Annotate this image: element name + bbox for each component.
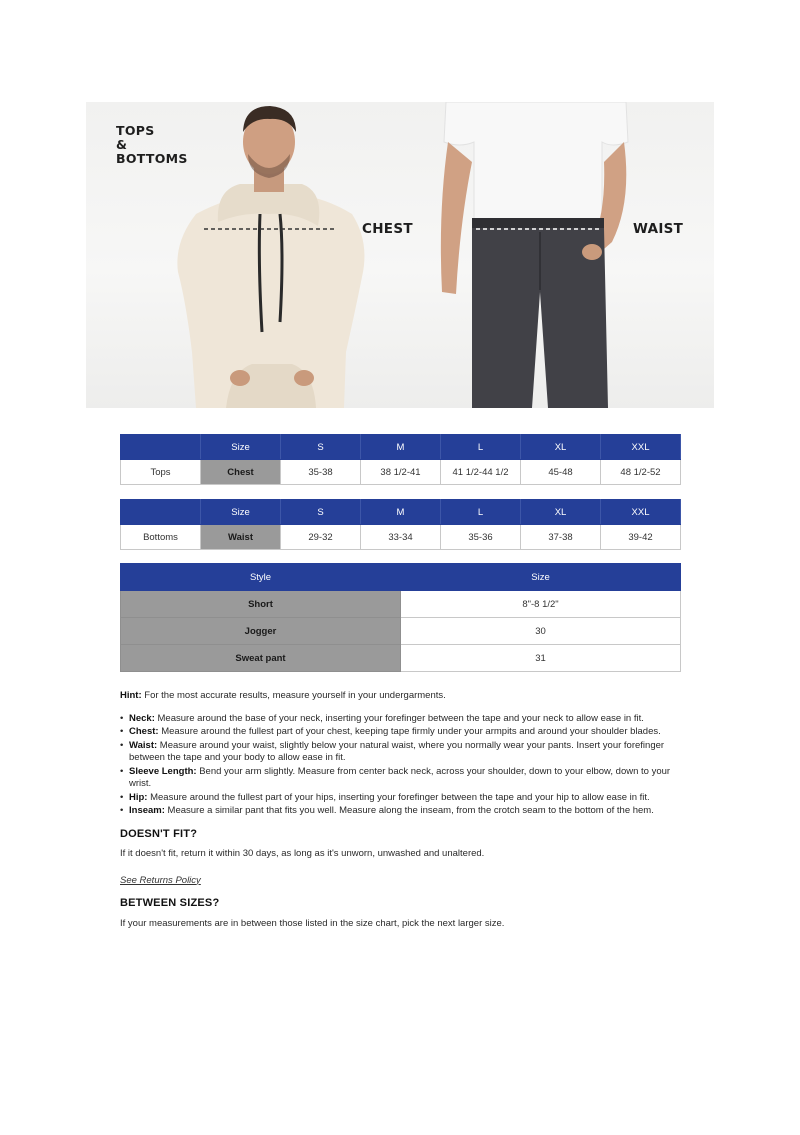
hero-title-line-1: TOPS <box>116 123 155 138</box>
tip-text: Measure a similar pant that fits you well. Measure along the inseam, from the crotch seam to the bottom of the hem. <box>164 805 654 816</box>
style-size-cell: 8"-8 1/2" <box>401 591 681 618</box>
header-cell: S <box>281 500 361 525</box>
table-row <box>121 591 681 618</box>
style-size-cell: 30 <box>401 618 681 645</box>
tip-term: Chest: <box>129 726 159 737</box>
style-size-table <box>120 563 681 672</box>
header-cell: Size <box>401 564 681 591</box>
list-item <box>120 805 680 818</box>
between-sizes-heading: BETWEEN SIZES? <box>120 897 220 909</box>
hint-label: Hint: <box>120 690 142 701</box>
style-name-cell: Short <box>121 591 401 618</box>
table-cell: 48 1/2-52 <box>601 460 681 485</box>
header-cell <box>121 500 201 525</box>
bottoms-size-table <box>120 499 681 550</box>
header-cell: S <box>281 435 361 460</box>
returns-policy-paragraph <box>120 875 680 888</box>
table-cell: 45-48 <box>521 460 601 485</box>
hoodie-model-illustration <box>156 102 376 408</box>
table-cell: 41 1/2-44 1/2 <box>441 460 521 485</box>
header-cell: Style <box>121 564 401 591</box>
table-cell: 33-34 <box>361 525 441 550</box>
header-cell: Size <box>201 435 281 460</box>
tip-text: Measure around the fullest part of your hips, inserting your forefinger between the tape and your hip to allow ease in fit. <box>147 791 650 803</box>
hero-title-line-3: BOTTOMS <box>116 151 188 166</box>
row-label-cell: Tops <box>121 460 201 485</box>
row-label-cell: Bottoms <box>121 525 201 550</box>
tip-term: Waist: <box>129 739 158 751</box>
between-sizes-text: If your measurements are in between those listed in the size chart, pick the next larger size. <box>120 917 505 929</box>
table-row <box>121 618 681 645</box>
table-header-row <box>121 435 681 460</box>
header-cell: XXL <box>601 435 681 460</box>
waist-label: WAIST <box>633 221 684 237</box>
tip-text: Measure around the base of your neck, inserting your forefinger between the tape and your neck to allow ease in fit. <box>154 712 644 724</box>
table-cell: 29-32 <box>281 525 361 550</box>
chest-label: CHEST <box>362 221 413 237</box>
table-cell: 35-38 <box>281 460 361 485</box>
list-item <box>120 713 680 726</box>
header-cell: L <box>441 435 521 460</box>
pants-model-illustration <box>436 102 636 408</box>
tip-term: Inseam: <box>129 805 165 816</box>
doesnt-fit-text: If it doesn't fit, return it within 30 days, as long as it's unworn, unwashed and unaltered. <box>120 848 485 859</box>
header-cell: L <box>441 500 521 525</box>
tip-text: Measure around your waist, slightly below your natural waist, where you normally wear your pants. Insert your forefinger between the tape and your body to allow ease in fit. <box>129 739 665 763</box>
table-row <box>121 525 681 550</box>
tops-size-table <box>120 434 681 485</box>
table-cell: 38 1/2-41 <box>361 460 441 485</box>
measurement-cell: Waist <box>201 525 281 550</box>
table-header-row <box>121 500 681 525</box>
tip-term: Hip: <box>129 791 148 803</box>
list-item <box>120 792 680 805</box>
header-cell: M <box>361 500 441 525</box>
tip-term: Sleeve Length: <box>129 765 197 777</box>
table-row <box>121 645 681 672</box>
header-cell: XXL <box>601 500 681 525</box>
list-item <box>120 740 680 765</box>
size-guide-hero-image <box>86 102 714 408</box>
table-row <box>121 460 681 485</box>
hero-title-line-2: & <box>116 137 128 152</box>
style-name-cell: Sweat pant <box>121 645 401 672</box>
header-cell: Size <box>201 500 281 525</box>
header-cell: XL <box>521 435 601 460</box>
doesnt-fit-heading: DOESN'T FIT? <box>120 827 198 840</box>
tip-text: Bend your arm slightly. Measure from center back neck, across your shoulder, down to your elbow, down to your wrist. <box>129 765 671 789</box>
style-name-cell: Jogger <box>121 618 401 645</box>
measurement-tips-list <box>120 713 680 818</box>
list-item <box>120 766 680 791</box>
tip-text: Measure around the fullest part of your chest, keeping tape firmly under your armpits and around your shoulder blades. <box>158 726 661 737</box>
header-cell: XL <box>521 500 601 525</box>
table-cell: 39-42 <box>601 525 681 550</box>
list-item <box>120 726 680 739</box>
table-cell: 37-38 <box>521 525 601 550</box>
table-header-row <box>121 564 681 591</box>
hint-body: For the most accurate results, measure yourself in your undergarments. <box>141 690 446 701</box>
returns-policy-link[interactable]: See Returns Policy <box>120 874 201 886</box>
tip-term: Neck: <box>129 712 155 724</box>
hint-text <box>120 690 680 703</box>
table-cell: 35-36 <box>441 525 521 550</box>
measurement-cell: Chest <box>201 460 281 485</box>
header-cell <box>121 435 201 460</box>
header-cell: M <box>361 435 441 460</box>
measuring-guide <box>120 690 680 930</box>
style-size-cell: 31 <box>401 645 681 672</box>
